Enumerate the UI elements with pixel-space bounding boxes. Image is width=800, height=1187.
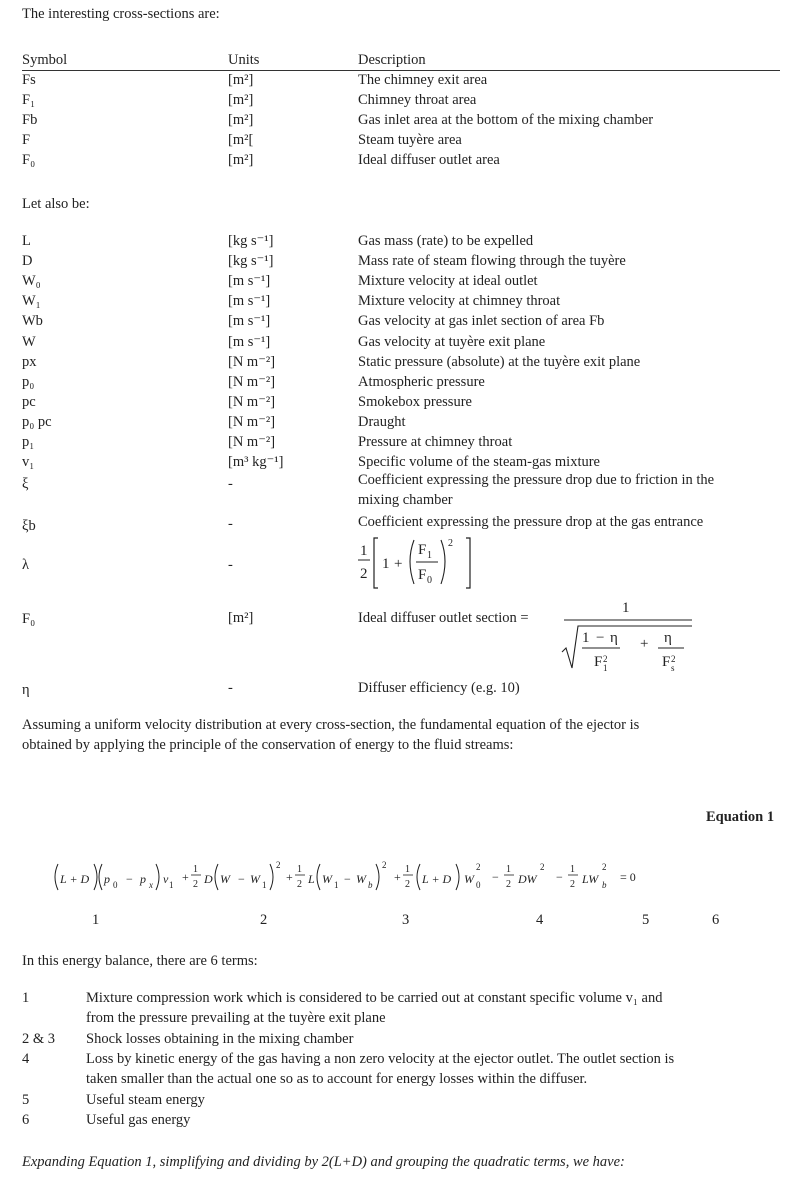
row-symbol: pc xyxy=(22,393,36,410)
svg-text:2: 2 xyxy=(193,879,198,890)
svg-text:+: + xyxy=(182,870,189,884)
let-also-text: Let also be: xyxy=(22,196,90,212)
row-description: Mixture velocity at chimney throat xyxy=(358,293,561,310)
svg-text:1: 1 xyxy=(382,556,390,572)
svg-text:1: 1 xyxy=(360,543,368,559)
term-number: 4 xyxy=(22,1051,30,1067)
row-description: Draught xyxy=(358,413,406,430)
svg-text:2: 2 xyxy=(671,654,676,664)
svg-text:η: η xyxy=(664,630,672,646)
term-number-1: 1 xyxy=(92,912,100,928)
svg-text:1: 1 xyxy=(405,864,410,875)
row-units: [N m⁻²] xyxy=(228,373,276,390)
term-description: Mixture compression work which is considered to be carried out at constant specific volume v₁ and xyxy=(86,990,663,1006)
svg-text:0: 0 xyxy=(476,880,481,890)
row-description: Mixture velocity at ideal outlet xyxy=(358,273,538,290)
svg-text:1: 1 xyxy=(169,880,174,890)
svg-text:W: W xyxy=(356,872,366,886)
row-description: Static pressure (absolute) at the tuyère exit plane xyxy=(358,353,641,370)
f0-symbol: F₀ xyxy=(22,611,36,627)
row-symbol: p₀ xyxy=(22,373,35,390)
f0-formula xyxy=(560,592,700,674)
row-description: Gas velocity at tuyère exit plane xyxy=(358,333,546,350)
term-number-2: 2 xyxy=(260,912,268,928)
xi-units: - xyxy=(228,476,233,492)
row-symbol: F xyxy=(22,132,31,148)
svg-text:2: 2 xyxy=(276,860,281,870)
svg-text:2: 2 xyxy=(603,654,608,664)
svg-text:2: 2 xyxy=(506,879,511,890)
svg-text:x: x xyxy=(149,880,153,890)
svg-text:1: 1 xyxy=(193,864,198,875)
row-symbol: p₀ pc xyxy=(22,413,52,430)
svg-text:−: − xyxy=(238,872,245,886)
header-rule xyxy=(22,70,780,71)
term-number-3: 3 xyxy=(402,912,410,928)
row-symbol: Wb xyxy=(22,313,43,330)
svg-text:2: 2 xyxy=(448,538,453,549)
f0-units: [m²] xyxy=(228,610,254,626)
row-units: [N m⁻²] xyxy=(228,434,276,450)
row-description: The chimney exit area xyxy=(358,72,488,88)
row-symbol: L xyxy=(22,233,31,249)
svg-text:1: 1 xyxy=(570,864,575,875)
f0-description: Ideal diffuser outlet section = xyxy=(358,610,529,626)
svg-text:η: η xyxy=(610,630,618,646)
row-description: Atmospheric pressure xyxy=(358,373,485,390)
svg-text:W: W xyxy=(464,872,474,886)
row-units: [m²[ xyxy=(228,132,254,148)
svg-text:2: 2 xyxy=(382,860,387,870)
paragraph-line-1: Assuming a uniform velocity distribution at every cross-section, the fundamental equation of the ejector is xyxy=(22,717,640,733)
row-symbol: W₀ xyxy=(22,273,41,290)
header-units: Units xyxy=(228,52,260,68)
svg-text:+: + xyxy=(286,870,293,884)
term-description: Shock losses obtaining in the mixing chamber xyxy=(86,1031,354,1047)
svg-text:1: 1 xyxy=(622,600,630,616)
term-description-continued: from the pressure prevailing at the tuyère exit plane xyxy=(86,1010,386,1026)
balance-intro: In this energy balance, there are 6 terms: xyxy=(22,953,258,969)
svg-text:2: 2 xyxy=(540,862,545,872)
term-description-continued: taken smaller than the actual one so as to account for energy losses within the diffuser. xyxy=(86,1071,588,1087)
row-units: [m s⁻¹] xyxy=(228,313,271,330)
row-units: [m²] xyxy=(228,72,254,88)
svg-text:−: − xyxy=(596,630,605,646)
svg-text:v: v xyxy=(163,872,169,886)
xi-description-1: Coefficient expressing the pressure drop due to friction in the xyxy=(358,472,715,488)
lambda-units: - xyxy=(228,557,233,573)
lambda-symbol: λ xyxy=(22,557,30,573)
svg-text:L: L xyxy=(308,872,315,886)
svg-text:1: 1 xyxy=(427,550,432,561)
term-number-6: 6 xyxy=(712,912,720,928)
xib-units: - xyxy=(228,516,233,532)
row-symbol: W₁ xyxy=(22,293,41,310)
term-number-5: 5 xyxy=(642,912,650,928)
header-description: Description xyxy=(358,52,426,68)
svg-text:−: − xyxy=(344,872,351,886)
svg-text:b: b xyxy=(368,880,373,890)
row-symbol: px xyxy=(22,353,37,370)
row-units: [kg s⁻¹] xyxy=(228,253,274,270)
svg-text:L + D: L + D xyxy=(422,872,452,886)
lambda-formula xyxy=(356,532,496,594)
row-symbol: Fs xyxy=(22,72,36,88)
row-description: Specific volume of the steam-gas mixture xyxy=(358,454,600,471)
term-number: 2 & 3 xyxy=(22,1031,56,1047)
svg-text:F: F xyxy=(418,567,427,583)
svg-text:−: − xyxy=(492,870,499,884)
row-units: [N m⁻²] xyxy=(228,413,276,430)
eta-units: - xyxy=(228,680,233,696)
term-description: Useful gas energy xyxy=(86,1112,191,1128)
svg-text:F: F xyxy=(594,654,603,670)
svg-text:1: 1 xyxy=(506,864,511,875)
term-number: 5 xyxy=(22,1092,30,1108)
row-symbol: Fb xyxy=(22,112,38,128)
term-description: Useful steam energy xyxy=(86,1092,205,1108)
svg-text:F: F xyxy=(418,542,427,558)
svg-text:2: 2 xyxy=(405,879,410,890)
row-description: Chimney throat area xyxy=(358,92,477,108)
svg-text:2: 2 xyxy=(476,862,481,872)
row-description: Pressure at chimney throat xyxy=(358,434,513,450)
svg-text:p: p xyxy=(140,872,146,886)
row-description: Smokebox pressure xyxy=(358,393,472,410)
svg-text:2: 2 xyxy=(297,879,302,890)
svg-text:+: + xyxy=(640,636,649,652)
xi-description-2: mixing chamber xyxy=(358,492,453,508)
svg-text:1: 1 xyxy=(334,880,339,890)
svg-text:1: 1 xyxy=(297,864,302,875)
svg-text:−: − xyxy=(126,872,133,886)
row-units: [m s⁻¹] xyxy=(228,333,271,350)
xib-description: Coefficient expressing the pressure drop at the gas entrance xyxy=(358,514,704,530)
xi-symbol: ξ xyxy=(22,476,29,492)
svg-text:D: D xyxy=(204,872,213,886)
row-description: Gas mass (rate) to be expelled xyxy=(358,233,534,249)
svg-text:0: 0 xyxy=(427,575,432,586)
row-units: [kg s⁻¹] xyxy=(228,233,274,249)
row-symbol: F₁ xyxy=(22,92,36,108)
row-description: Gas inlet area at the bottom of the mixing chamber xyxy=(358,112,654,128)
row-symbol: p₁ xyxy=(22,434,35,450)
svg-text:−: − xyxy=(556,870,563,884)
svg-text:L + D: L + D xyxy=(60,872,90,886)
term-number: 1 xyxy=(22,990,30,1006)
svg-text:+: + xyxy=(394,556,403,572)
row-units: [m³ kg⁻¹] xyxy=(228,454,284,471)
row-symbol: v₁ xyxy=(22,454,35,471)
row-symbol: F₀ xyxy=(22,152,36,168)
row-description: Gas velocity at gas inlet section of area Fb xyxy=(358,313,605,330)
svg-text:2: 2 xyxy=(360,566,368,582)
svg-text:2: 2 xyxy=(570,879,575,890)
header-symbol: Symbol xyxy=(22,52,68,68)
row-units: [N m⁻²] xyxy=(228,393,276,410)
row-units: [m²] xyxy=(228,152,254,168)
svg-text:W: W xyxy=(220,872,230,886)
term-number: 6 xyxy=(22,1112,30,1128)
svg-text:DW: DW xyxy=(518,872,537,886)
row-symbol: D xyxy=(22,253,33,270)
svg-text:0: 0 xyxy=(113,880,118,890)
svg-text:= 0: = 0 xyxy=(620,870,636,884)
svg-text:1: 1 xyxy=(262,880,267,890)
svg-text:s: s xyxy=(671,663,675,673)
eta-symbol: η xyxy=(22,682,30,698)
row-units: [m²] xyxy=(228,92,254,108)
svg-text:1: 1 xyxy=(582,630,590,646)
row-symbol: W xyxy=(22,333,36,350)
row-units: [m s⁻¹] xyxy=(228,273,271,290)
svg-text:LW: LW xyxy=(582,872,599,886)
row-description: Ideal diffuser outlet area xyxy=(358,152,500,168)
svg-text:p: p xyxy=(104,872,110,886)
svg-text:F: F xyxy=(662,654,671,670)
eta-description: Diffuser efficiency (e.g. 10) xyxy=(358,680,520,696)
row-units: [m s⁻¹] xyxy=(228,293,271,310)
closing-text: Expanding Equation 1, simplifying and dividing by 2(L+D) and grouping the quadratic terms, we have: xyxy=(22,1154,625,1170)
svg-text:1: 1 xyxy=(603,663,608,673)
svg-text:b: b xyxy=(602,880,607,890)
xib-symbol: ξb xyxy=(22,518,36,534)
svg-text:W: W xyxy=(250,872,260,886)
equation-1 xyxy=(20,850,780,900)
intro-text: The interesting cross-sections are: xyxy=(22,6,220,22)
row-units: [m²] xyxy=(228,112,254,128)
term-number-4: 4 xyxy=(536,912,544,928)
equation-label: Equation 1 xyxy=(706,809,775,825)
row-units: [N m⁻²] xyxy=(228,353,276,370)
paragraph-line-2: obtained by applying the principle of the conservation of energy to the fluid streams: xyxy=(22,737,514,753)
row-description: Mass rate of steam flowing through the tuyère xyxy=(358,253,626,270)
row-description: Steam tuyère area xyxy=(358,132,462,148)
svg-text:+: + xyxy=(394,870,401,884)
svg-text:2: 2 xyxy=(602,862,607,872)
svg-text:W: W xyxy=(322,872,332,886)
term-description: Loss by kinetic energy of the gas having a non zero velocity at the ejector outlet. The outlet section is xyxy=(86,1051,675,1067)
